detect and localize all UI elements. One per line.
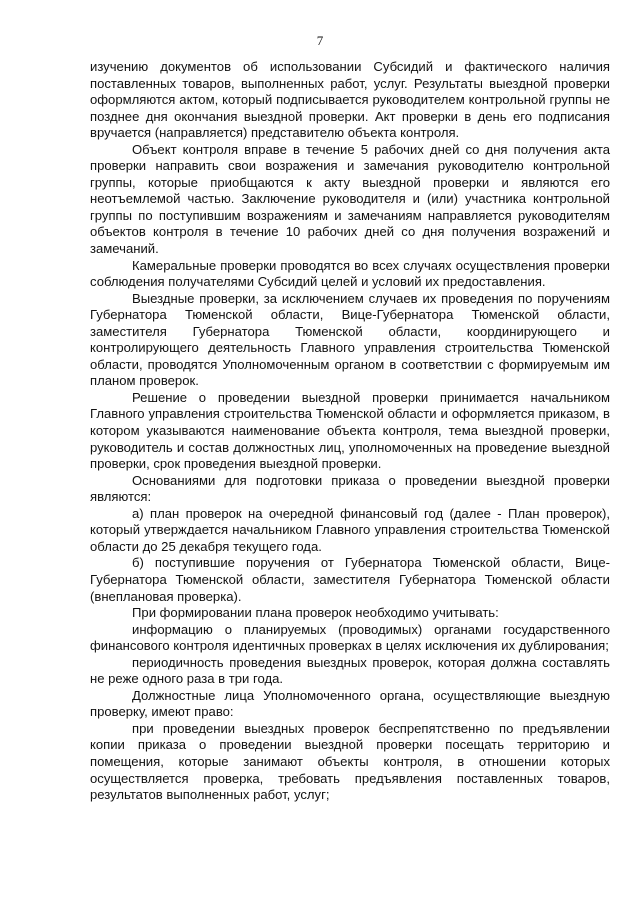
document-body	[90, 59, 610, 804]
paragraph-consideration-info: информацию о планируемых (проводимых) органами государственного финансового контроля идентичных проверках в целях исключения их дублирования;	[90, 621, 610, 654]
paragraph-desk-audits: Камеральные проверки проводятся во всех случаях осуществления проверки соблюдения получателями Субсидий целей и условий их предоставления.	[90, 257, 610, 290]
paragraph-audit-decision: Решение о проведении выездной проверки принимается начальником Главного управления строительства Тюменской области и оформляется приказом, в котором указываются наименование объекта контроля, тема выездной проверки, руководитель и состав должностных лиц, уполномоченных на проведение выездной проверки, срок проведения выездной проверки.	[90, 389, 610, 472]
paragraph-plan-considerations: При формировании плана проверок необходимо учитывать:	[132, 605, 499, 621]
paragraph-inspection-results: изучению документов об использовании Субсидий и фактического наличия поставленных товаров, выполненных работ, услуг. Результаты выездной проверки оформляются актом, который подписывается руководителем контрольной группы не позднее дня окончания выездной проверки. Акт проверки в день его подписания вручается (направляется) представителю объекта контроля.	[90, 59, 610, 141]
page-number: 7	[316, 33, 324, 48]
paragraph-consideration-periodicity: периодичность проведения выездных проверок, которая должна составлять не реже одного раза в три года.	[90, 654, 610, 687]
paragraph-order-grounds: Основаниями для подготовки приказа о проведении выездной проверки являются:	[90, 472, 610, 505]
paragraph-officials-rights: Должностные лица Уполномоченного органа, осуществляющие выездную проверку, имеют право:	[90, 687, 610, 720]
paragraph-right-access: при проведении выездных проверок беспрепятственно по предъявлении копии приказа о проведении выездной проверки посещать территорию и помещения, которые занимают объекты контроля, в отношении которых осуществляется проверка, требовать предъявления поставленных товаров, результатов выполненных работ, услуг;	[90, 720, 610, 803]
paragraph-objections: Объект контроля вправе в течение 5 рабочих дней со дня получения акта проверки направить свои возражения и замечания руководителю контрольной группы, которые приобщаются к акту выездной проверки и являются его неотъемлемой частью. Заключение руководителя и (или) участника контрольной группы по поступившим возражениям и замечаниям направляется руководителям объектов контроля в течение 10 рабочих дней со дня получения возражений и замечаний.	[90, 141, 610, 257]
paragraph-ground-a: а) план проверок на очередной финансовый год (далее - План проверок), который утверждается начальником Главного управления строительства Тюменской области до 25 декабря текущего года.	[90, 505, 610, 554]
paragraph-ground-b: б) поступившие поручения от Губернатора Тюменской области, Вице-Губернатора Тюменской области, заместителя Губернатора Тюменской области (внеплановая проверка).	[90, 555, 610, 604]
paragraph-field-audits: Выездные проверки, за исключением случаев их проведения по поручениям Губернатора Тюменской области, Вице-Губернатора Тюменской области, заместителя Губернатора Тюменской области, координирующего и контролирующего деятельность Главного управления строительства Тюменской области, проводятся Уполномоченным органом в соответствии с формируемым им планом проверок.	[90, 290, 610, 389]
